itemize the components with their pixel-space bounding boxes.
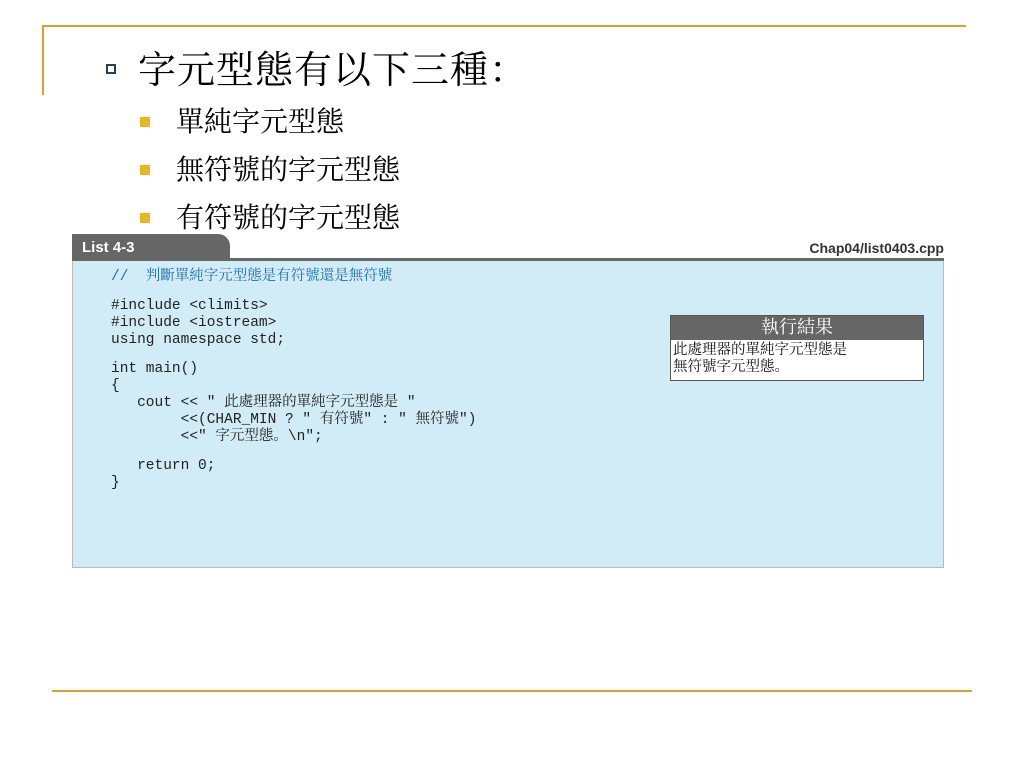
code-line: <<(CHAR_MIN ? " 有符號" : " 無符號"): [111, 412, 477, 428]
square-bullet-icon: [140, 117, 150, 127]
code-line: using namespace std;: [111, 332, 286, 348]
code-line: <<" 字元型態。\n";: [111, 429, 323, 445]
code-block: [111, 269, 476, 492]
page-title: 字元型態有以下三種：: [138, 47, 529, 92]
bottom-rule: [52, 690, 972, 692]
square-bullet-icon: [140, 213, 150, 223]
list-item-label: 無符號的字元型態: [176, 153, 401, 186]
listing-file-name: Chap04/list0403.cpp: [809, 240, 944, 256]
code-line: // 判斷單純字元型態是有符號還是無符號: [111, 269, 393, 285]
list-item: [140, 98, 400, 142]
code-line: int main(): [111, 361, 199, 377]
square-bullet-icon: [106, 64, 116, 74]
title-row: [106, 38, 528, 94]
code-line: {: [111, 378, 120, 394]
code-line: #include <iostream>: [111, 315, 277, 331]
result-body: [671, 340, 923, 380]
list-item: [140, 194, 400, 238]
code-line: }: [111, 475, 120, 491]
result-title: 執行結果: [671, 316, 923, 340]
top-rule: [42, 25, 966, 27]
list-item-label: 有符號的字元型態: [176, 201, 401, 234]
result-line: 此處理器的單純字元型態是: [673, 342, 847, 358]
list-item-label: 單純字元型態: [176, 105, 345, 138]
code-line: return 0;: [111, 458, 216, 474]
code-line: #include <climits>: [111, 298, 268, 314]
sub-list: [140, 98, 400, 242]
square-bullet-icon: [140, 165, 150, 175]
code-listing: [72, 234, 944, 568]
listing-tab: List 4-3: [72, 234, 230, 261]
list-item: [140, 146, 400, 190]
code-box: [72, 261, 944, 568]
result-line: 無符號字元型態。: [673, 359, 789, 375]
left-rule: [42, 25, 44, 95]
result-box: [670, 315, 924, 381]
code-line: cout << " 此處理器的單純字元型態是 ": [111, 395, 416, 411]
